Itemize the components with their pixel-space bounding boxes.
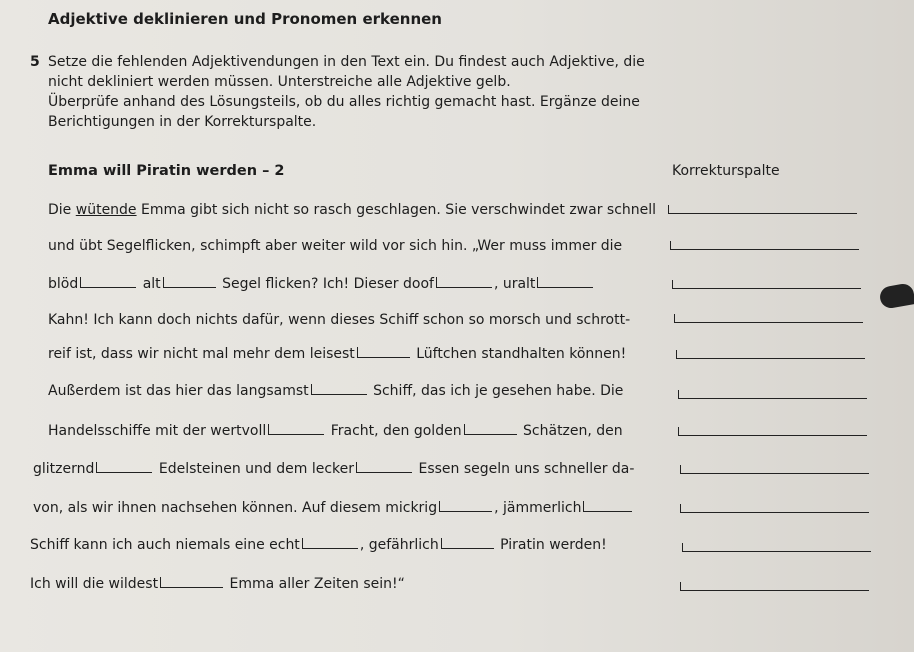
task-line: Überprüfe anhand des Lösungsteils, ob du alles richtig gemacht hast. Ergänze deine	[48, 94, 640, 110]
story-line	[48, 383, 623, 399]
story-text: Lüftchen standhalten können!	[416, 346, 627, 362]
ending-blank[interactable]	[302, 538, 358, 549]
correction-line[interactable]	[680, 465, 869, 474]
correction-line[interactable]	[678, 390, 867, 399]
story-line	[48, 346, 626, 362]
ending-blank[interactable]	[96, 462, 152, 473]
story-title: Emma will Piratin werden – 2	[48, 163, 285, 179]
correction-line[interactable]	[670, 241, 859, 250]
story-text: , uralt	[493, 276, 536, 292]
story-text: Edelsteinen und dem lecker	[158, 461, 355, 477]
story-line: und übt Segelflicken, schimpft aber weiter wild vor sich hin. „Wer muss immer die	[48, 238, 623, 254]
ending-blank[interactable]	[268, 424, 324, 435]
correction-line[interactable]	[678, 427, 867, 436]
task-text	[48, 52, 648, 132]
ending-blank[interactable]	[436, 277, 492, 288]
ending-blank[interactable]	[357, 347, 410, 358]
ending-blank[interactable]	[583, 501, 632, 512]
story-text: von, als wir ihnen nachsehen können. Auf diesem mickrig	[33, 500, 438, 516]
correction-line[interactable]	[680, 582, 869, 591]
story-text: reif ist, dass wir nicht mal mehr dem leisest	[48, 346, 355, 362]
story-line	[48, 423, 623, 439]
task-line: nicht dekliniert werden müssen. Unterstreiche alle Adjektive gelb.	[48, 74, 511, 90]
story-text: Piratin werden!	[500, 537, 607, 553]
story-line	[30, 537, 607, 553]
ending-blank[interactable]	[439, 501, 492, 512]
story-text: Außerdem ist das hier das langsamst	[48, 383, 309, 399]
story-text: alt	[142, 276, 161, 292]
story-text: Ich will die wildest	[30, 576, 159, 592]
story-text: , gefährlich	[359, 537, 439, 553]
story-text: Emma gibt sich nicht so rasch geschlagen. Sie verschwindet zwar schnell	[141, 202, 657, 218]
korrektur-title: Korrekturspalte	[672, 163, 780, 179]
task-line: Setze die fehlenden Adjektivendungen in den Text ein. Du findest auch Adjektive, die	[48, 54, 645, 70]
correction-line[interactable]	[676, 350, 865, 359]
ending-blank[interactable]	[537, 277, 593, 288]
story-line	[33, 500, 634, 516]
correction-line[interactable]	[680, 504, 869, 513]
correction-line[interactable]	[668, 205, 857, 214]
story-text: Schiff, das ich je gesehen habe. Die	[373, 383, 624, 399]
story-line	[33, 461, 634, 477]
story-text: Emma aller Zeiten sein!“	[229, 576, 405, 592]
story-text: Segel flicken? Ich! Dieser doof	[222, 276, 434, 292]
ending-blank[interactable]	[311, 384, 367, 395]
story-text: blöd	[48, 276, 79, 292]
page-title: Adjektive deklinieren und Pronomen erkennen	[48, 10, 442, 28]
story-text: Handelsschiffe mit der wertvoll	[48, 423, 267, 439]
story-text: Die	[48, 202, 72, 218]
story-text: Schätzen, den	[523, 423, 623, 439]
ending-blank[interactable]	[80, 277, 136, 288]
task-line: Berichtigungen in der Korrekturspalte.	[48, 114, 317, 130]
ending-blank[interactable]	[441, 538, 494, 549]
story-line	[30, 576, 405, 592]
story-text: Schiff kann ich auch niemals eine echt	[30, 537, 300, 553]
story-line: Kahn! Ich kann doch nichts dafür, wenn dieses Schiff schon so morsch und schrott-	[48, 312, 631, 328]
task-number: 5	[30, 54, 40, 70]
ending-blank[interactable]	[356, 462, 412, 473]
correction-line[interactable]	[674, 314, 863, 323]
story-text: , jämmerlich	[494, 500, 582, 516]
underlined-adjective: wütende	[75, 202, 137, 218]
ending-blank[interactable]	[163, 277, 216, 288]
ending-blank[interactable]	[464, 424, 517, 435]
story-text: Essen segeln uns schneller da-	[418, 461, 635, 477]
correction-line[interactable]	[682, 543, 871, 552]
story-line	[48, 202, 656, 218]
story-text: Fracht, den golden	[330, 423, 462, 439]
ending-blank[interactable]	[160, 577, 223, 588]
story-line	[48, 276, 595, 292]
correction-line[interactable]	[672, 280, 861, 289]
page-edge-shape	[878, 282, 914, 310]
story-text: glitzernd	[33, 461, 95, 477]
